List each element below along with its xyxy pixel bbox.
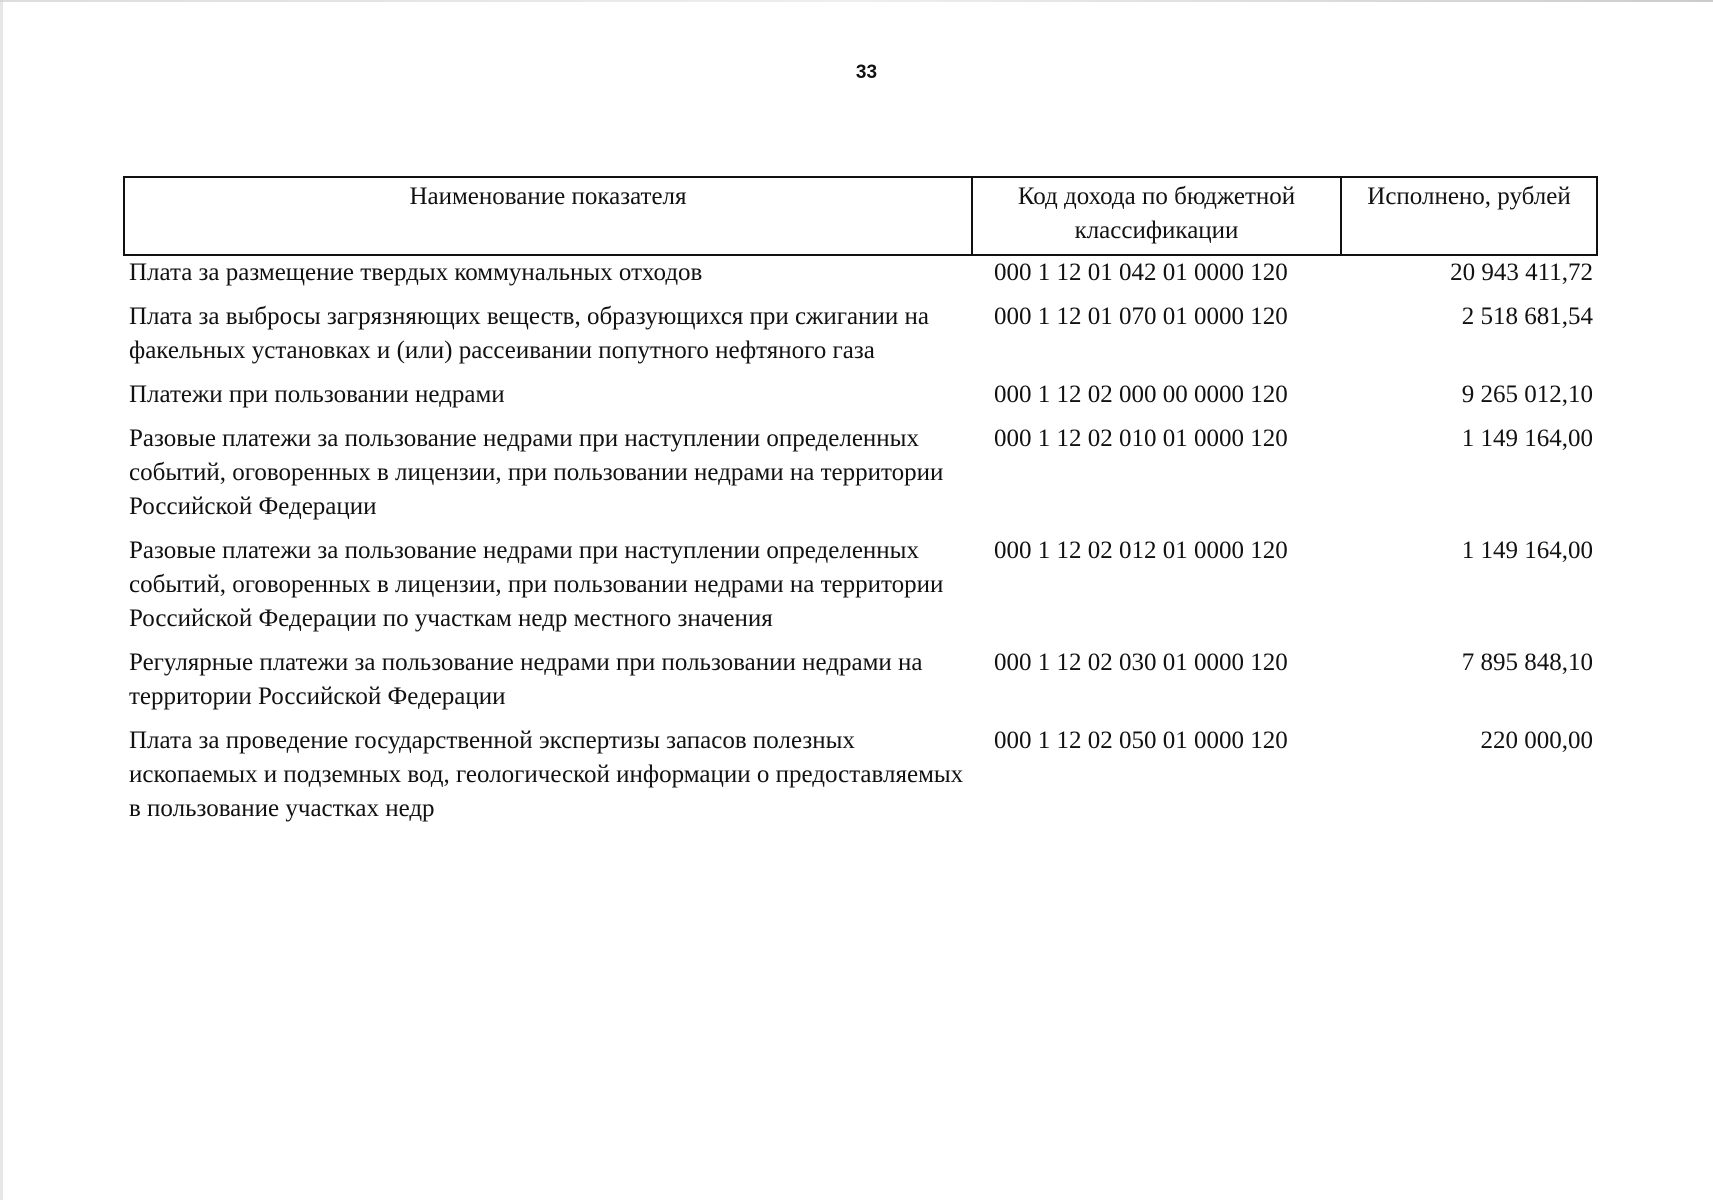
row-budget-code: 000 1 12 02 000 00 0000 120	[994, 381, 1288, 408]
row-indicator-name: Плата за выбросы загрязняющих веществ, образующихся при сжигании на факельных установках и (или) рассеивании попутного нефтяного газа	[129, 303, 930, 364]
row-executed-value: 2 518 681,54	[1461, 303, 1593, 330]
row-executed-value: 9 265 012,10	[1461, 381, 1593, 408]
table-row	[124, 300, 1597, 378]
row-executed-value: 1 149 164,00	[1461, 537, 1593, 564]
row-indicator-name: Плата за размещение твердых коммунальных отходов	[129, 259, 703, 286]
row-indicator-name: Регулярные платежи за пользование недрами при пользовании недрами на территории Российской Федерации	[129, 649, 923, 710]
row-executed-value: 220 000,00	[1480, 727, 1593, 754]
header-budget-code: Код дохода по бюджетной классификации	[972, 177, 1341, 255]
table-row	[124, 534, 1597, 646]
row-executed-value: 7 895 848,10	[1461, 649, 1593, 676]
row-budget-code: 000 1 12 02 050 01 0000 120	[994, 727, 1288, 754]
row-indicator-name: Разовые платежи за пользование недрами при наступлении определенных событий, оговоренных в лицензии, при пользовании недрами на территории Российской Федерации по участкам недр местного значения	[129, 537, 944, 632]
row-indicator-name: Плата за проведение государственной экспертизы запасов полезных ископаемых и подземных вод, геологической информации о предоставляемых в пользование участках недр	[129, 727, 964, 822]
row-budget-code: 000 1 12 01 042 01 0000 120	[994, 259, 1288, 286]
row-executed-value: 20 943 411,72	[1450, 259, 1593, 286]
scan-artifact-left	[0, 0, 3, 1200]
page-number: 33	[855, 62, 878, 83]
table-row	[124, 378, 1597, 422]
row-budget-code: 000 1 12 02 030 01 0000 120	[994, 649, 1288, 676]
table-header	[124, 177, 1597, 255]
row-budget-code: 000 1 12 02 010 01 0000 120	[994, 425, 1288, 452]
table-row	[124, 646, 1597, 724]
table-body	[124, 255, 1597, 836]
row-budget-code: 000 1 12 01 070 01 0000 120	[994, 303, 1288, 330]
header-row	[124, 177, 1597, 255]
scan-artifact-top	[0, 0, 1713, 2]
table-row	[124, 724, 1597, 836]
row-budget-code: 000 1 12 02 012 01 0000 120	[994, 537, 1288, 564]
row-indicator-name: Разовые платежи за пользование недрами при наступлении определенных событий, оговоренных в лицензии, при пользовании недрами на территории Российской Федерации	[129, 425, 944, 520]
revenue-table	[123, 176, 1598, 836]
header-indicator-name: Наименование показателя	[124, 177, 972, 255]
table-row	[124, 255, 1597, 300]
row-indicator-name: Платежи при пользовании недрами	[129, 381, 505, 408]
header-executed-rubles: Исполнено, рублей	[1341, 177, 1597, 255]
table-row	[124, 422, 1597, 534]
row-executed-value: 1 149 164,00	[1461, 425, 1593, 452]
